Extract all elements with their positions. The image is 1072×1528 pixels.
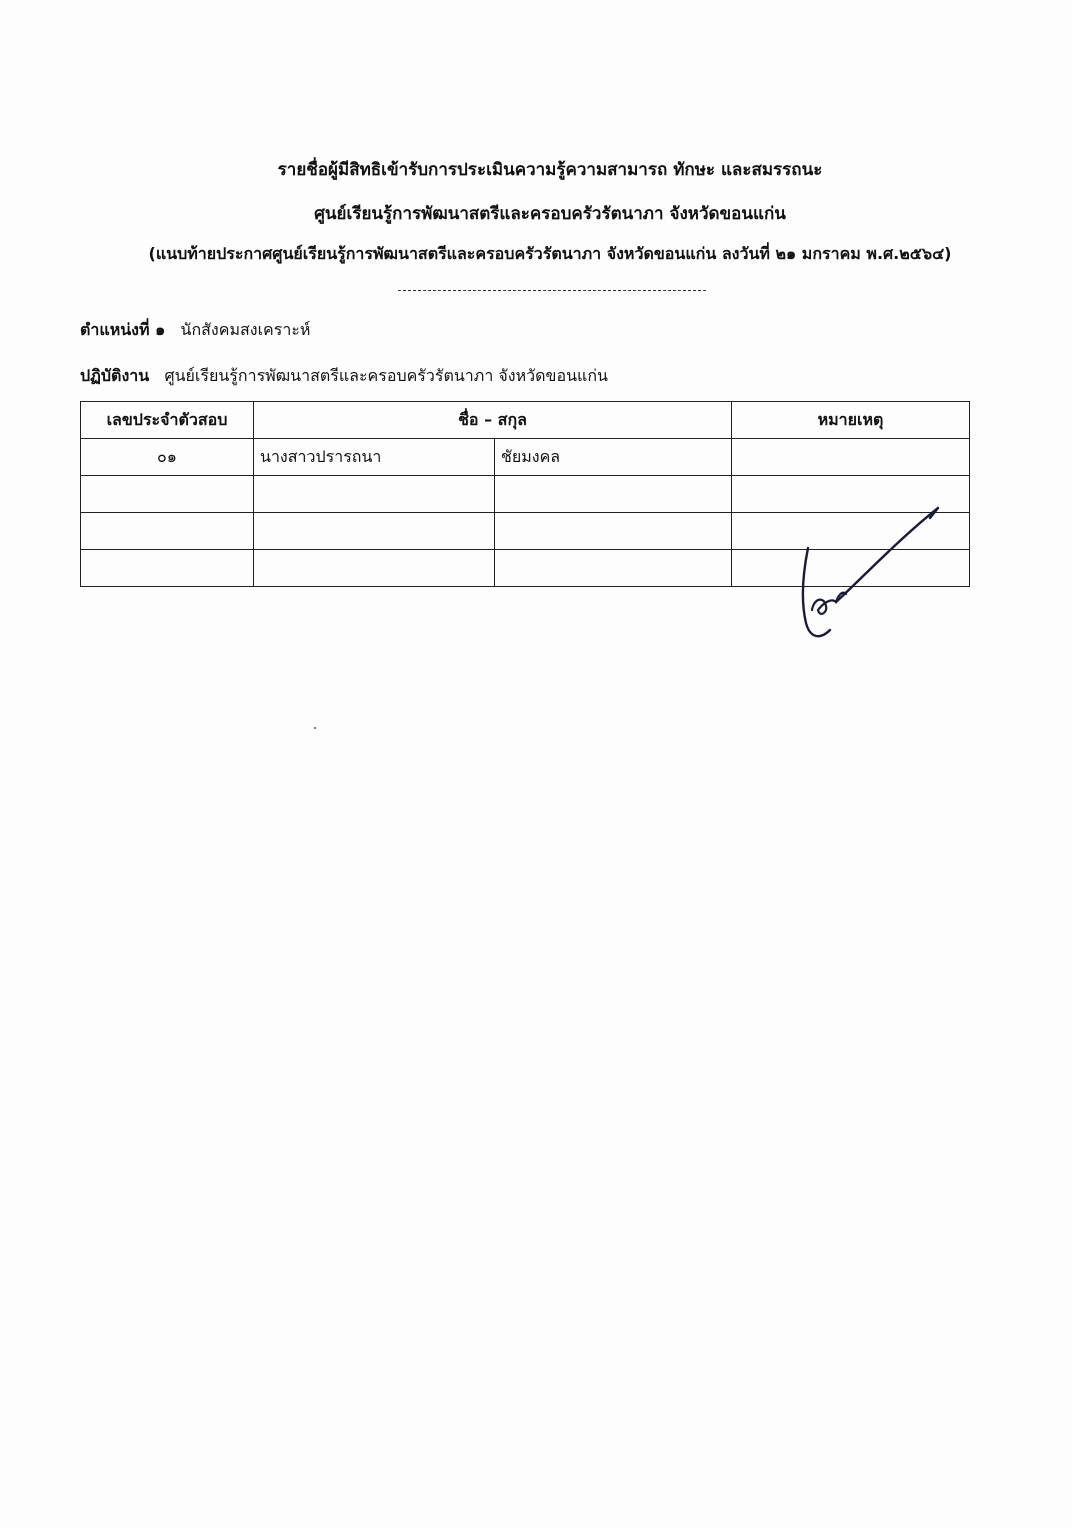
cell-last-name [495,513,732,550]
cell-exam-id [81,550,254,587]
workplace-value: ศูนย์เรียนรู้การพัฒนาสตรีและครอบครัวรัตนาภา จังหวัดขอนแก่น [164,366,608,385]
position-label: ตำแหน่งที่ ๑ [80,320,166,339]
cell-exam-id: ๐๑ [81,439,254,476]
document-annex-note: (แนบท้ายประกาศศูนย์เรียนรู้การพัฒนาสตรีและครอบครัวรัตนาภา จังหวัดขอนแก่น ลงวันที่ ๒๑ มกราคม พ.ศ.๒๕๖๔) [148,244,952,263]
document-subtitle: ศูนย์เรียนรู้การพัฒนาสตรีและครอบครัวรัตนาภา จังหวัดขอนแก่น [314,204,786,224]
cell-remark [732,439,970,476]
cell-last-name [495,550,732,587]
table-header-row [81,402,970,439]
cell-first-name [254,513,495,550]
cell-exam-id [81,513,254,550]
cell-first-name [254,550,495,587]
workplace-label: ปฏิบัติงาน [80,366,150,385]
position-line [80,318,310,343]
header-name: ชื่อ – สกุล [254,402,732,439]
position-value: นักสังคมสงเคราะห์ [180,320,311,339]
cell-last-name: ชัยมงคล [495,439,732,476]
header-remark: หมายเหตุ [732,402,970,439]
divider [398,290,706,291]
scan-speck [314,727,316,729]
cell-exam-id [81,476,254,513]
cell-last-name [495,476,732,513]
cell-first-name: นางสาวปรารถนา [254,439,495,476]
table-row [81,439,970,476]
header-exam-id: เลขประจำตัวสอบ [81,402,254,439]
document-title: รายชื่อผู้มีสิทธิเข้ารับการประเมินความรู้ความสามารถ ทักษะ และสมรรถนะ [277,160,823,180]
workplace-line [80,364,608,389]
handwritten-signature-icon [790,498,950,648]
cell-first-name [254,476,495,513]
